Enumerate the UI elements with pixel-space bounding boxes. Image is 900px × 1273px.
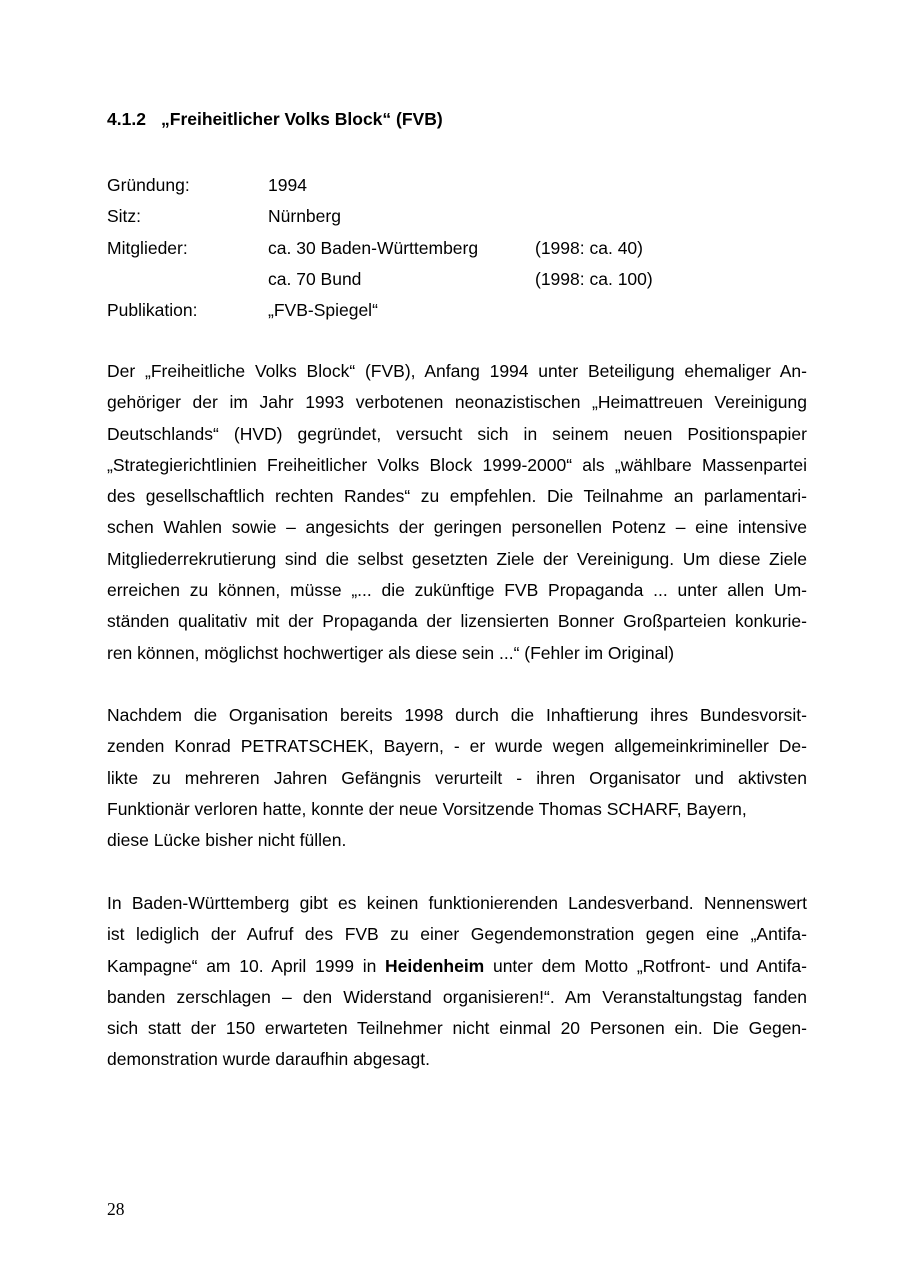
fact-note: (1998: ca. 40)	[535, 237, 643, 258]
text-line: sich statt der 150 erwarteten Teilnehmer nicht einmal 20 Personen ein. Die Gegen-	[107, 1018, 807, 1039]
text-line: Nachdem die Organisation bereits 1998 durch die Inhaftierung ihres Bundesvorsit-	[107, 705, 807, 725]
section-heading	[107, 107, 443, 131]
text-line: ist lediglich der Aufruf des FVB zu einer Gegendemonstration gegen eine „Antifa-	[107, 924, 807, 945]
fact-label: Sitz:	[107, 206, 142, 227]
text-line: demonstration wurde daraufhin abgesagt.	[107, 1049, 430, 1070]
fact-value: 1994	[268, 175, 307, 195]
fact-value: ca. 70 Bund	[268, 268, 362, 289]
text-line: des gesellschaftlich rechten Randes“ zu empfehlen. Die Teilnahme an parlamentari-	[107, 486, 807, 507]
text-line: Mitgliederrekrutierung sind die selbst gesetzten Ziele der Vereinigung. Um diese Ziele	[107, 548, 807, 569]
page-number: 28	[107, 1199, 125, 1219]
text-line: ständen qualitativ mit der Propaganda der lizensierten Bonner Großparteien konkurie-	[107, 611, 807, 632]
text-line: In Baden-Württemberg gibt es keinen funktionierenden Landesverband. Nennenswert	[107, 893, 807, 913]
fact-value: „FVB-Spiegel“	[268, 300, 378, 321]
fact-value: ca. 30 Baden-Württemberg	[268, 237, 479, 258]
section-title: „Freiheitlicher Volks Block“ (FVB)	[161, 109, 443, 129]
text-line: schen Wahlen sowie – angesichts der geringen personellen Potenz – eine intensive	[107, 517, 807, 538]
fact-value: Nürnberg	[268, 206, 341, 227]
paragraph-1	[107, 356, 807, 669]
text-line: diese Lücke bisher nicht füllen.	[107, 830, 347, 851]
fact-label: Mitglieder:	[107, 237, 188, 258]
text-line: Deutschlands“ (HVD) gegründet, versucht sich in seinem neuen Positionspapier	[107, 423, 807, 444]
place-name-bold: Heidenheim	[385, 955, 485, 976]
text-fragment: Kampagne“ am 10. April 1999 in	[107, 955, 386, 976]
text-line: „Strategierichtlinien Freiheitlicher Volks Block 1999-2000“ als „wählbare Massenpartei	[107, 454, 807, 475]
text-line: Der „Freiheitliche Volks Block“ (FVB), Anfang 1994 unter Beteiligung ehemaliger An-	[107, 361, 807, 381]
fact-label: Publikation:	[107, 300, 198, 321]
section-number: 4.1.2	[107, 109, 146, 129]
text-line	[107, 951, 807, 982]
text-fragment: unter dem Motto „Rotfront- und Antifa-	[484, 955, 807, 976]
paragraph-3	[107, 888, 807, 1076]
paragraph-2	[107, 700, 807, 856]
text-line: ren können, möglichst hochwertiger als diese sein ...“ (Fehler im Original)	[107, 642, 675, 663]
fact-note: (1998: ca. 100)	[535, 268, 653, 289]
text-line: gehöriger der im Jahr 1993 verbotenen neonazistischen „Heimattreuen Vereinigung	[107, 392, 807, 413]
text-line: erreichen zu können, müsse „... die zukünftige FVB Propaganda ... unter allen Um-	[107, 580, 807, 601]
text-line: likte zu mehreren Jahren Gefängnis verurteilt - ihren Organisator und aktivsten	[107, 767, 807, 788]
text-line: zenden Konrad PETRATSCHEK, Bayern, - er wurde wegen allgemeinkrimineller De-	[107, 736, 807, 757]
fact-label: Gründung:	[107, 175, 190, 195]
text-line: banden zerschlagen – den Widerstand organisieren!“. Am Veranstaltungstag fanden	[107, 986, 807, 1007]
text-line: Funktionär verloren hatte, konnte der neue Vorsitzende Thomas SCHARF, Bayern,	[107, 798, 747, 819]
